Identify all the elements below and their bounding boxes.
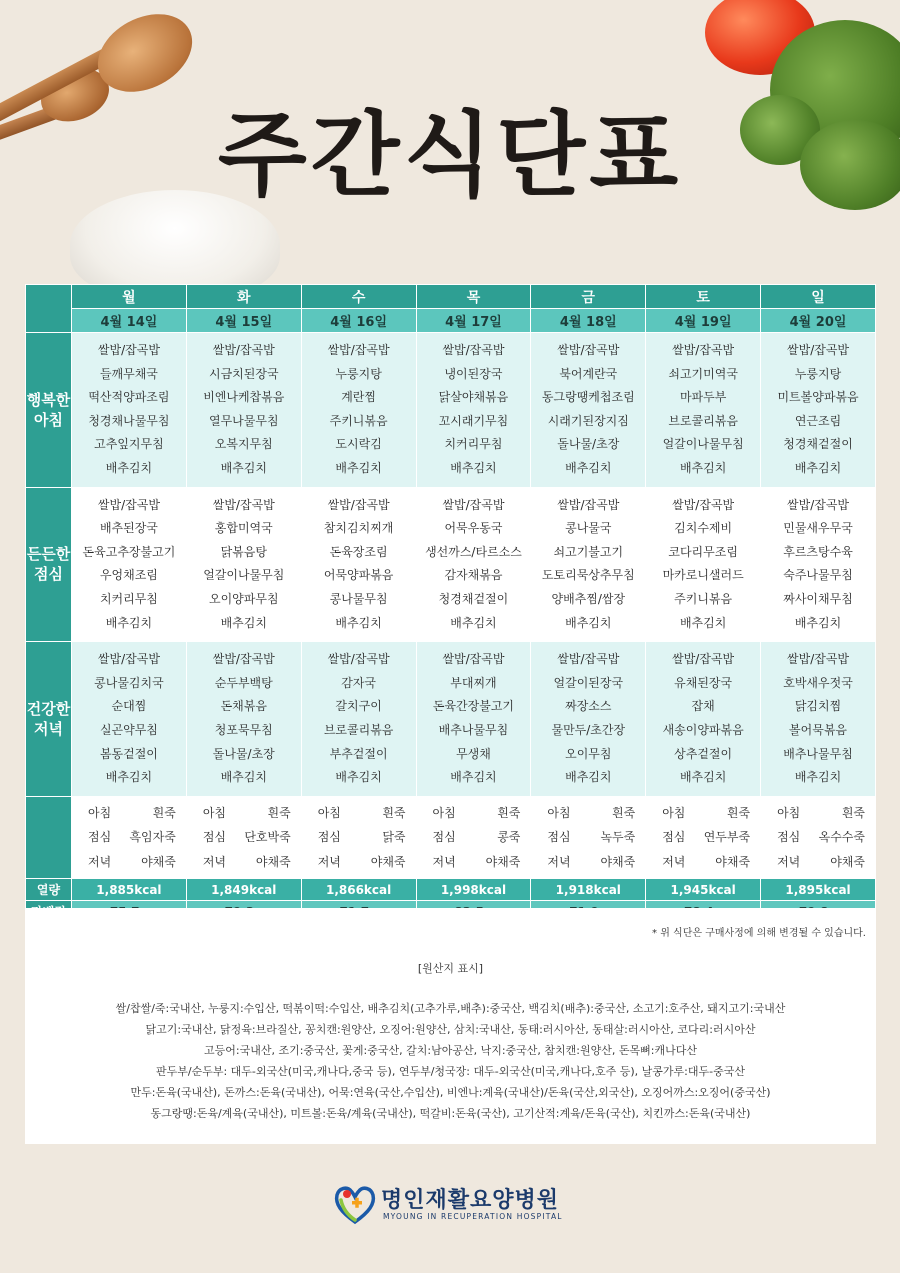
menu-item: 감자채볶음 <box>444 568 503 583</box>
menu-item: 꼬시래기무침 <box>438 413 509 428</box>
date-header-row <box>26 309 876 333</box>
menu-item: 시래기된장지짐 <box>547 413 629 428</box>
menu-item: 쌀밥/잡곡밥 <box>787 343 850 357</box>
porridge-type: 야채죽 <box>715 854 751 869</box>
menu-item: 청경채나물무침 <box>88 413 170 428</box>
menu-item: 닭볶음탕 <box>220 544 267 559</box>
hospital-logo-icon <box>333 1182 377 1226</box>
lunch-menu-cell <box>761 487 876 642</box>
day-header: 수 <box>301 285 416 309</box>
porridge-item <box>646 801 760 826</box>
menu-item: 배추김치 <box>105 770 153 785</box>
hospital-logo <box>333 1180 593 1230</box>
porridge-label <box>26 796 72 879</box>
porridge-item <box>72 801 186 826</box>
porridge-menu-cell <box>72 796 187 879</box>
porridge-type: 흰죽 <box>267 805 291 820</box>
menu-item: 짜장소스 <box>565 699 612 714</box>
menu-item: 쌀밥/잡곡밥 <box>97 343 160 357</box>
menu-item: 냉이된장국 <box>444 366 503 381</box>
menu-item: 열무나물무침 <box>208 413 279 428</box>
menu-item: 배추김치 <box>794 460 842 475</box>
menu-item: 도토리묵상추무침 <box>541 568 635 583</box>
date-header: 4월 14일 <box>72 309 187 333</box>
menu-item: 쌀밥/잡곡밥 <box>557 652 620 667</box>
menu-item: 쌀밥/잡곡밥 <box>327 497 390 512</box>
porridge-meal: 점심 <box>202 830 227 845</box>
lunch-menu-cell <box>301 487 416 642</box>
menu-item: 배추김치 <box>565 460 612 475</box>
lunch-row <box>26 487 876 642</box>
porridge-item <box>417 850 531 875</box>
menu-item: 후르츠탕수육 <box>783 544 853 559</box>
porridge-meal: 저녁 <box>547 854 571 869</box>
menu-item: 배추김치 <box>794 615 842 630</box>
menu-item: 홍합미역국 <box>214 521 273 536</box>
porridge-meal: 저녁 <box>88 854 112 869</box>
breakfast-menu-cell <box>416 333 531 488</box>
porridge-type: 흰죽 <box>152 805 176 820</box>
porridge-type: 야채죽 <box>255 854 291 869</box>
porridge-item <box>531 825 645 850</box>
menu-item: 코다리무조림 <box>668 544 738 559</box>
breakfast-menu-cell <box>186 333 301 488</box>
menu-item: 마카로니샐러드 <box>662 568 744 583</box>
date-header: 4월 16일 <box>301 309 416 333</box>
menu-item: 쌀밥/잡곡밥 <box>442 343 505 357</box>
menu-item: 얼갈이된장국 <box>553 675 624 690</box>
menu-item: 순두부백탕 <box>214 675 273 690</box>
calorie-label: 열량 <box>26 879 72 901</box>
porridge-item <box>531 801 645 826</box>
menu-item: 연근조림 <box>794 413 842 428</box>
porridge-meal: 아침 <box>547 805 571 820</box>
porridge-meal: 점심 <box>432 830 456 845</box>
menu-item: 배추김치 <box>105 615 153 630</box>
dinner-menu-cell <box>531 642 646 797</box>
breakfast-menu-cell <box>72 333 187 488</box>
breakfast-menu-cell <box>301 333 416 488</box>
porridge-meal: 저녁 <box>432 854 456 869</box>
menu-item: 치커리무침 <box>99 591 158 606</box>
menu-item: 감자국 <box>341 675 376 690</box>
change-notice: * 위 식단은 구매사정에 의해 변경될 수 있습니다. <box>652 928 866 939</box>
menu-item: 배추김치 <box>105 460 153 475</box>
porridge-item <box>72 825 186 850</box>
date-header: 4월 19일 <box>646 309 761 333</box>
menu-item: 부대찌개 <box>450 675 497 690</box>
menu-item: 볼어묵볶음 <box>789 722 848 737</box>
menu-item: 배추김치 <box>565 615 612 630</box>
menu-item: 청경채겉절이 <box>783 437 853 452</box>
menu-item: 콩나물국 <box>565 521 612 536</box>
porridge-type: 흰죽 <box>382 805 406 820</box>
menu-item: 쌀밥/잡곡밥 <box>672 652 735 667</box>
porridge-meal: 저녁 <box>662 854 686 869</box>
day-header-row <box>26 285 876 309</box>
porridge-type: 콩죽 <box>497 830 521 845</box>
menu-item: 쌀밥/잡곡밥 <box>97 652 160 667</box>
menu-item: 떡산적양파조림 <box>88 390 170 405</box>
porridge-item <box>646 850 760 875</box>
menu-item: 상추겉절이 <box>674 746 733 761</box>
menu-item: 고추잎지무침 <box>94 437 164 452</box>
menu-item: 얼갈이나물무침 <box>203 568 285 583</box>
porridge-meal: 아침 <box>317 805 341 820</box>
breakfast-row <box>26 333 876 488</box>
breakfast-menu-cell <box>531 333 646 488</box>
menu-item: 쌀밥/잡곡밥 <box>327 343 390 357</box>
porridge-menu-cell <box>646 796 761 879</box>
origin-line: 만두:돈육(국내산), 돈까스:돈육(국내산), 어묵:연육(국산,수입산), 비엔나:계육(국내산)/돈육(국산,외국산), 오징어까스:오징어(중국산) <box>130 1086 771 1099</box>
menu-item: 쇠고기미역국 <box>668 366 738 381</box>
menu-item: 봄동겉절이 <box>99 746 158 761</box>
menu-item: 배추김치 <box>679 460 727 475</box>
dinner-menu-cell <box>186 642 301 797</box>
menu-item: 배추김치 <box>679 770 727 785</box>
origin-line: 닭고기:국내산, 닭정육:브라질산, 꽁치캔:원양산, 오징어:원양산, 삼치:국내산, 동태:러시아산, 동태살:러시아산, 코다리:러시아산 <box>145 1023 756 1036</box>
porridge-meal: 저녁 <box>317 854 341 869</box>
menu-item: 돈채볶음 <box>220 699 267 714</box>
hospital-name: 명인재활요양병원 <box>381 1188 560 1213</box>
menu-item: 배추김치 <box>679 615 727 630</box>
menu-item: 콩나물무침 <box>329 591 388 606</box>
menu-item: 참치김치찌개 <box>323 521 394 536</box>
menu-item: 얼갈이나물무침 <box>662 437 744 452</box>
calorie-value: 1,945kcal <box>646 879 761 901</box>
breakfast-menu-cell <box>761 333 876 488</box>
porridge-item <box>531 850 645 875</box>
lunch-menu-cell <box>531 487 646 642</box>
menu-item: 청경채겉절이 <box>438 591 509 606</box>
menu-item: 쌀밥/잡곡밥 <box>672 343 735 357</box>
menu-item: 닭김치찜 <box>794 699 842 714</box>
porridge-item <box>187 850 301 875</box>
origin-line: 판두부/순두부: 대두-외국산(미국,캐나다,중국 등), 연두부/청국장: 대두-외국산(미국,캐나다,호주 등), 날콩가루:대두-중국산 <box>156 1065 745 1078</box>
hospital-english-name: MYOUNG IN RECUPERATION HOSPITAL <box>383 1212 563 1221</box>
porridge-type: 옥수수죽 <box>818 830 865 845</box>
origin-line: 쌀/찹쌀/죽:국내산, 누룽지:수입산, 떡볶이떡:수입산, 배추김치(고추가루,배추):중국산, 백김치(배추):중국산, 소고기:호주산, 돼지고기:국내산 <box>115 1002 786 1015</box>
menu-item: 배추나물무침 <box>438 722 509 737</box>
calorie-value: 1,895kcal <box>761 879 876 901</box>
porridge-item <box>417 801 531 826</box>
lunch-menu-cell <box>186 487 301 642</box>
menu-item: 돈육장조림 <box>329 544 388 559</box>
date-header: 4월 20일 <box>761 309 876 333</box>
menu-item: 배추김치 <box>450 770 497 785</box>
calorie-value: 1,998kcal <box>416 879 531 901</box>
menu-item: 부추겉절이 <box>329 746 388 761</box>
menu-item: 배추김치 <box>335 770 382 785</box>
menu-item: 계란찜 <box>341 390 376 405</box>
menu-item: 배추김치 <box>335 460 382 475</box>
date-header: 4월 18일 <box>531 309 646 333</box>
menu-item: 배추된장국 <box>99 521 158 536</box>
porridge-meal: 점심 <box>777 830 801 845</box>
menu-item: 새송이양파볶음 <box>662 722 744 737</box>
menu-item: 호박새우젓국 <box>783 675 853 690</box>
porridge-type: 흑임자죽 <box>129 830 176 845</box>
menu-item: 쌀밥/잡곡밥 <box>212 343 275 357</box>
porridge-item <box>761 801 875 826</box>
menu-item: 순대찜 <box>111 699 147 714</box>
origin-line: 동그랑땡:돈육/계육(국내산), 미트볼:돈육/계육(국내산), 떡갈비:돈육(국산), 고기산적:계육/돈육(국산), 치킨까스:돈육(국내산) <box>150 1107 751 1120</box>
menu-item: 북어계란국 <box>559 366 618 381</box>
day-header: 월 <box>72 285 187 309</box>
menu-item: 쌀밥/잡곡밥 <box>327 652 390 667</box>
menu-item: 쌀밥/잡곡밥 <box>97 497 160 512</box>
porridge-item <box>72 850 186 875</box>
menu-item: 콩나물김치국 <box>94 675 164 690</box>
menu-item: 배추김치 <box>450 615 497 630</box>
menu-item: 오이양파무침 <box>208 591 279 606</box>
menu-item: 오이무침 <box>565 746 612 761</box>
menu-item: 누룽지탕 <box>335 366 382 381</box>
menu-item: 우엉채조림 <box>99 568 158 583</box>
menu-item: 닭살야채볶음 <box>438 390 509 405</box>
menu-item: 유채된장국 <box>674 675 733 690</box>
menu-item: 브로콜리볶음 <box>323 722 394 737</box>
porridge-type: 흰죽 <box>841 805 865 820</box>
menu-item: 물만두/초간장 <box>551 722 626 737</box>
menu-item: 쌀밥/잡곡밥 <box>557 343 620 357</box>
menu-item: 쌀밥/잡곡밥 <box>787 652 850 667</box>
calorie-value: 1,866kcal <box>301 879 416 901</box>
porridge-item <box>761 850 875 875</box>
day-header: 화 <box>186 285 301 309</box>
porridge-menu-cell <box>416 796 531 879</box>
menu-item: 마파두부 <box>679 390 727 405</box>
porridge-type: 녹두죽 <box>600 830 636 845</box>
menu-item: 어묵양파볶음 <box>323 568 394 583</box>
porridge-item <box>302 801 416 826</box>
porridge-item <box>187 801 301 826</box>
porridge-type: 흰죽 <box>497 805 521 820</box>
menu-item: 동그랑땡케첩조림 <box>541 390 635 405</box>
menu-item: 들깨무채국 <box>99 366 158 381</box>
origin-title: [원산지 표시] <box>417 962 484 975</box>
menu-item: 김치수제비 <box>674 521 733 536</box>
menu-item: 돌나물/초장 <box>557 437 620 452</box>
menu-item: 돌나물/초장 <box>212 746 275 761</box>
porridge-menu-cell <box>531 796 646 879</box>
weekly-menu-table <box>25 284 876 923</box>
menu-item: 돈육고추장불고기 <box>82 544 176 559</box>
day-header: 토 <box>646 285 761 309</box>
porridge-menu-cell <box>186 796 301 879</box>
porridge-menu-cell <box>761 796 876 879</box>
porridge-meal: 점심 <box>547 830 571 845</box>
menu-item: 어묵우동국 <box>444 521 503 536</box>
porridge-meal: 저녁 <box>777 854 801 869</box>
porridge-type: 닭죽 <box>382 830 406 845</box>
menu-item: 실곤약무침 <box>99 722 158 737</box>
menu-item: 오복지무침 <box>214 437 273 452</box>
menu-item: 배추김치 <box>450 460 497 475</box>
day-header: 일 <box>761 285 876 309</box>
porridge-item <box>187 825 301 850</box>
lunch-menu-cell <box>646 487 761 642</box>
porridge-type: 단호박죽 <box>244 830 291 845</box>
breakfast-menu-cell <box>646 333 761 488</box>
menu-item: 쌀밥/잡곡밥 <box>442 497 505 512</box>
menu-item: 브로콜리볶음 <box>668 413 738 428</box>
porridge-item <box>302 850 416 875</box>
calorie-row <box>26 879 876 901</box>
menu-item: 돈육간장불고기 <box>432 699 515 714</box>
menu-item: 짜사이채무침 <box>783 591 853 606</box>
menu-item: 배추김치 <box>565 770 612 785</box>
porridge-meal: 아침 <box>777 805 801 820</box>
dinner-menu-cell <box>416 642 531 797</box>
porridge-type: 야채죽 <box>600 854 636 869</box>
porridge-meal: 아침 <box>202 805 227 820</box>
menu-item: 쌀밥/잡곡밥 <box>212 652 275 667</box>
table-corner <box>26 285 72 333</box>
porridge-type: 흰죽 <box>612 805 636 820</box>
menu-item: 미트볼양파볶음 <box>777 390 859 405</box>
menu-item: 배추김치 <box>220 615 267 630</box>
porridge-meal: 점심 <box>317 830 341 845</box>
lunch-label: 든든한 점심 <box>26 487 72 642</box>
menu-item: 무생채 <box>456 746 491 761</box>
lunch-menu-cell <box>72 487 187 642</box>
menu-item: 배추김치 <box>220 770 267 785</box>
porridge-item <box>646 825 760 850</box>
porridge-row <box>26 796 876 879</box>
dinner-menu-cell <box>646 642 761 797</box>
menu-item: 청포묵무침 <box>214 722 273 737</box>
origin-info-box <box>25 908 876 1144</box>
porridge-type: 야채죽 <box>141 854 176 869</box>
menu-item: 민물새우무국 <box>783 521 853 536</box>
menu-item: 양배추찜/쌈장 <box>551 591 626 606</box>
menu-item: 쇠고기불고기 <box>553 544 624 559</box>
porridge-meal: 점심 <box>88 830 112 845</box>
menu-item: 쌀밥/잡곡밥 <box>787 497 850 512</box>
menu-item: 생선까스/타르소스 <box>425 544 522 559</box>
porridge-menu-cell <box>301 796 416 879</box>
dinner-label: 건강한 저녁 <box>26 642 72 797</box>
porridge-item <box>302 825 416 850</box>
menu-item: 쌀밥/잡곡밥 <box>672 497 735 512</box>
porridge-meal: 아침 <box>88 805 112 820</box>
date-header: 4월 15일 <box>186 309 301 333</box>
origin-line: 고등어:국내산, 조기:중국산, 꽃게:중국산, 갈치:남아공산, 낙지:중국산, 참치캔:원양산, 돈목뼈:캐나다산 <box>204 1044 697 1057</box>
menu-item: 배추김치 <box>220 460 267 475</box>
calorie-value: 1,885kcal <box>72 879 187 901</box>
calorie-value: 1,849kcal <box>186 879 301 901</box>
date-header: 4월 17일 <box>416 309 531 333</box>
menu-item: 치커리무침 <box>444 437 503 452</box>
menu-item: 쌀밥/잡곡밥 <box>442 652 505 667</box>
porridge-meal: 아침 <box>432 805 456 820</box>
porridge-type: 야채죽 <box>830 854 865 869</box>
origin-list <box>25 998 876 1124</box>
menu-item: 숙주나물무침 <box>783 568 853 583</box>
menu-item: 주키니볶음 <box>674 591 733 606</box>
porridge-type: 흰죽 <box>726 805 751 820</box>
menu-item: 쌀밥/잡곡밥 <box>212 497 275 512</box>
dinner-row <box>26 642 876 797</box>
menu-item: 주키니볶음 <box>329 413 388 428</box>
menu-item: 도시락김 <box>335 437 382 452</box>
porridge-type: 야채죽 <box>485 854 521 869</box>
menu-item: 시금치된장국 <box>208 366 279 381</box>
lunch-menu-cell <box>416 487 531 642</box>
menu-item: 갈치구이 <box>335 699 382 714</box>
calorie-value: 1,918kcal <box>531 879 646 901</box>
porridge-meal: 아침 <box>662 805 686 820</box>
porridge-type: 야채죽 <box>370 854 406 869</box>
page-title: 주간식단표 <box>217 102 683 209</box>
porridge-type: 연두부죽 <box>703 830 751 845</box>
porridge-item <box>761 825 875 850</box>
menu-item: 쌀밥/잡곡밥 <box>557 497 620 512</box>
breakfast-label: 행복한 아침 <box>26 333 72 488</box>
menu-item: 잡채 <box>691 699 715 714</box>
menu-item: 배추김치 <box>335 615 382 630</box>
porridge-meal: 저녁 <box>202 854 227 869</box>
day-header: 목 <box>416 285 531 309</box>
day-header: 금 <box>531 285 646 309</box>
porridge-item <box>417 825 531 850</box>
porridge-meal: 점심 <box>662 830 686 845</box>
dinner-menu-cell <box>301 642 416 797</box>
menu-item: 배추김치 <box>794 770 842 785</box>
dinner-menu-cell <box>761 642 876 797</box>
dinner-menu-cell <box>72 642 187 797</box>
menu-item: 비엔나케찹볶음 <box>203 390 285 405</box>
menu-item: 배추나물무침 <box>783 746 853 761</box>
menu-item: 누룽지탕 <box>794 366 842 381</box>
